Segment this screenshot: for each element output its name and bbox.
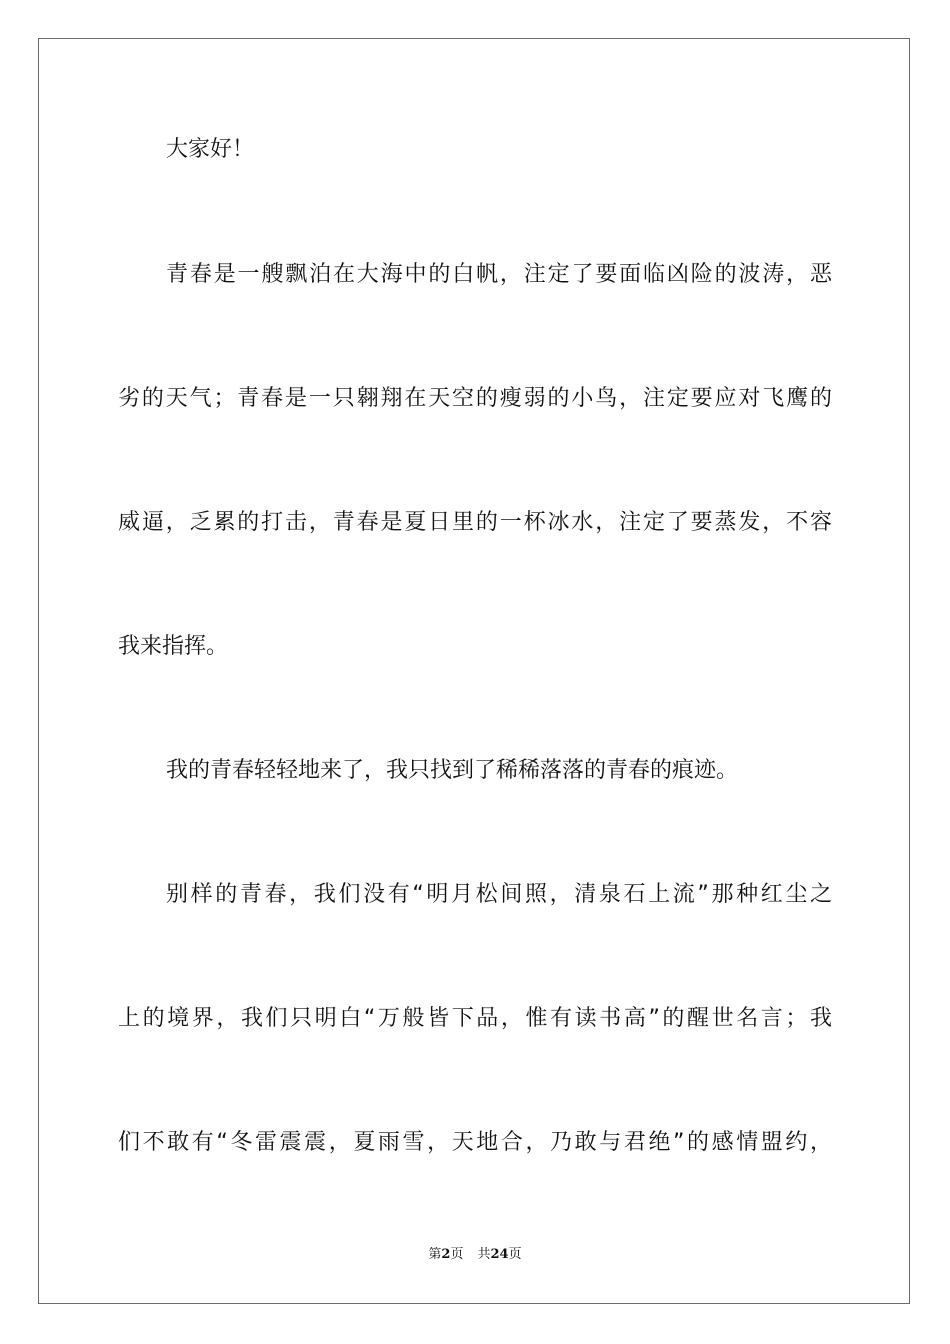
paragraph-1-line-1: 青春是一艘飘泊在大海中的白帆，注定了要面临凶险的波涛，恶 <box>166 262 832 287</box>
page-number: 2 <box>441 1247 451 1262</box>
page-frame <box>38 38 910 1304</box>
total-pages: 24 <box>490 1247 509 1262</box>
page-prefix: 第 <box>428 1247 442 1262</box>
paragraph-3-line-3: 们不敢有“冬雷震震，夏雨雪，天地合，乃敢与君绝”的感情盟约， <box>118 1130 832 1155</box>
paragraph-1-line-2: 劣的天气；青春是一只翱翔在天空的瘦弱的小鸟，注定要应对飞鹰的 <box>118 386 832 411</box>
greeting-line: 大家好！ <box>166 137 255 162</box>
paragraph-1-line-4: 我来指挥。 <box>118 634 229 659</box>
paragraph-2-line-1: 我的青春轻轻地来了，我只找到了稀稀落落的青春的痕迹。 <box>166 758 739 783</box>
paragraph-3-line-1: 别样的青春，我们没有“明月松间照，清泉石上流”那种红尘之 <box>166 882 832 907</box>
paragraph-3-line-2: 上的境界，我们只明白“万般皆下品，惟有读书高”的醒世名言；我 <box>118 1006 832 1031</box>
page-footer <box>0 1246 950 1264</box>
total-suffix: 页 <box>508 1247 522 1262</box>
paragraph-1-line-3: 威逼，乏累的打击，青春是夏日里的一杯冰水，注定了要蒸发，不容 <box>118 510 832 535</box>
page-suffix: 页 <box>450 1247 464 1262</box>
total-prefix: 共 <box>477 1247 491 1262</box>
